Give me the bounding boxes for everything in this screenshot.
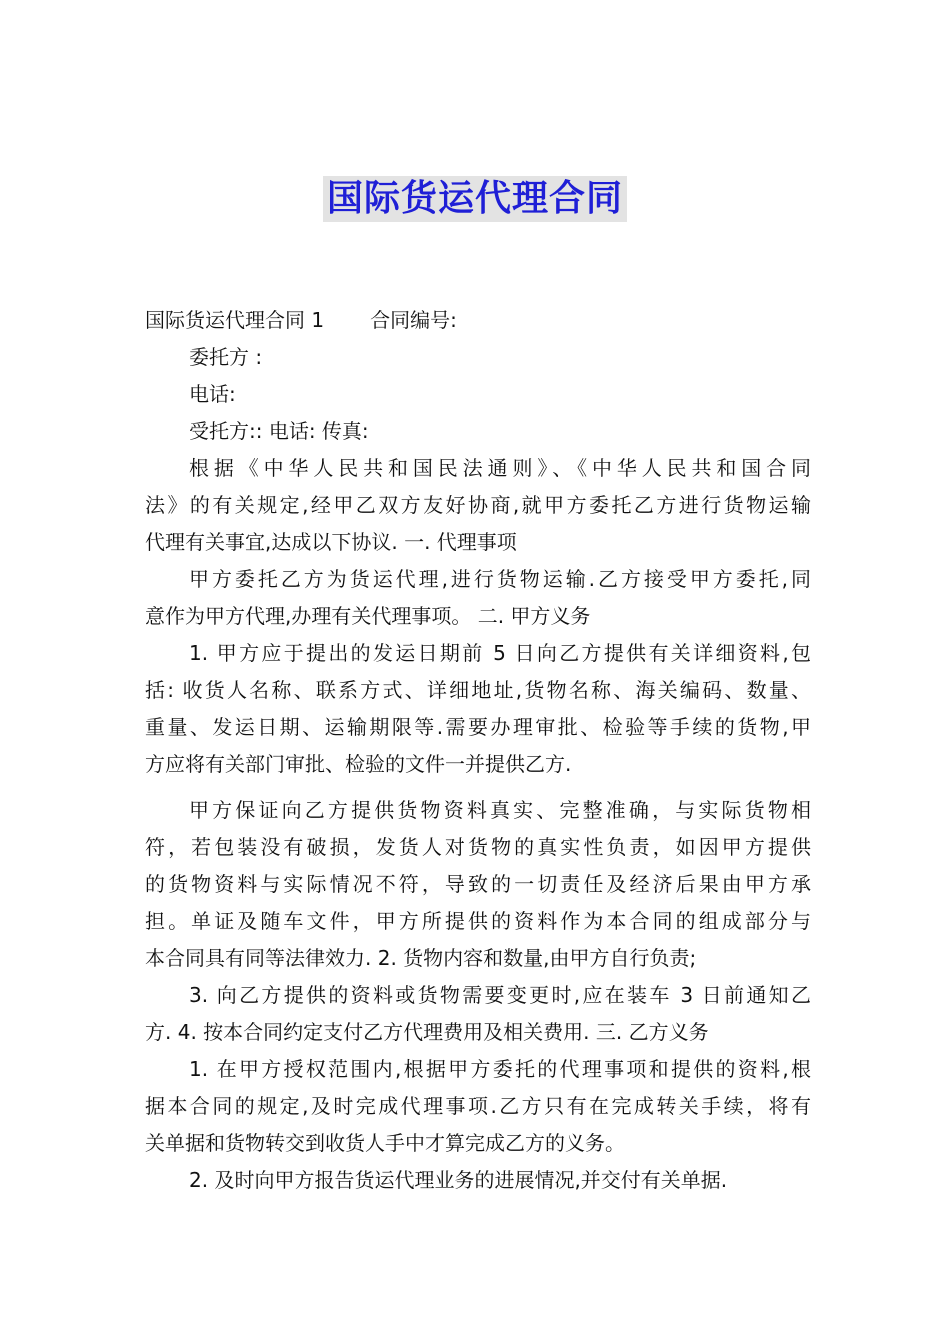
contract-number-label: 合同编号: (370, 308, 457, 332)
paragraph-line: 1. 甲方应于提出的发运日期前 5 日向乙方提供有关详细资料,包 (189, 641, 811, 665)
paragraph-line: 本合同具有同等法律效力. 2. 货物内容和数量,由甲方自行负责; (145, 946, 697, 970)
contract-name: 国际货运代理合同 1 (145, 308, 325, 332)
paragraph-line: 方. 4. 按本合同约定支付乙方代理费用及相关费用. 三. 乙方义务 (145, 1020, 709, 1044)
agent-line: 受托方:: 电话: 传真: (189, 419, 369, 443)
paragraph-line: 法》的有关规定,经甲乙双方友好协商,就甲方委托乙方进行货物运输 (145, 493, 811, 517)
paragraph-line: 甲方保证向乙方提供货物资料真实、完整准确，与实际货物相 (189, 798, 811, 822)
paragraph-line: 重量、发运日期、运输期限等.需要办理审批、检验等手续的货物,甲 (145, 715, 811, 739)
paragraph-line: 方应将有关部门审批、检验的文件一并提供乙方. (145, 752, 572, 776)
contract-header-line (145, 302, 811, 339)
document-title: 国际货运代理合同 (323, 176, 627, 222)
paragraph-line: 据本合同的规定,及时完成代理事项.乙方只有在完成转关手续，将有 (145, 1094, 811, 1118)
client-line: 委托方 : (189, 345, 263, 369)
title-container (0, 176, 950, 222)
paragraph-line: 3. 向乙方提供的资料或货物需要变更时,应在装车 3 日前通知乙 (189, 983, 811, 1007)
paragraph-line: 关单据和货物转交到收货人手中才算完成乙方的义务。 (145, 1131, 625, 1155)
paragraph-line: 意作为甲方代理,办理有关代理事项。 二. 甲方义务 (145, 604, 591, 628)
paragraph-line: 1. 在甲方授权范围内,根据甲方委托的代理事项和提供的资料,根 (189, 1057, 811, 1081)
document-body (145, 302, 811, 1199)
paragraph-line: 担。单证及随车文件，甲方所提供的资料作为本合同的组成部分与 (145, 909, 811, 933)
client-phone-line: 电话: (189, 382, 236, 406)
paragraph-line: 甲方委托乙方为货运代理,进行货物运输.乙方接受甲方委托,同 (189, 567, 811, 591)
paragraph-line: 代理有关事宜,达成以下协议. 一. 代理事项 (145, 530, 517, 554)
paragraph-line: 括: 收货人名称、联系方式、详细地址,货物名称、海关编码、数量、 (145, 678, 811, 702)
paragraph-line: 2. 及时向甲方报告货运代理业务的进展情况,并交付有关单据. (189, 1168, 728, 1192)
paragraph-line: 的货物资料与实际情况不符，导致的一切责任及经济后果由甲方承 (145, 872, 811, 896)
paragraph-line: 符，若包装没有破损，发货人对货物的真实性负责，如因甲方提供 (145, 835, 811, 859)
paragraph-line: 根据《中华人民共和国民法通则》、《中华人民共和国合同 (189, 456, 811, 480)
